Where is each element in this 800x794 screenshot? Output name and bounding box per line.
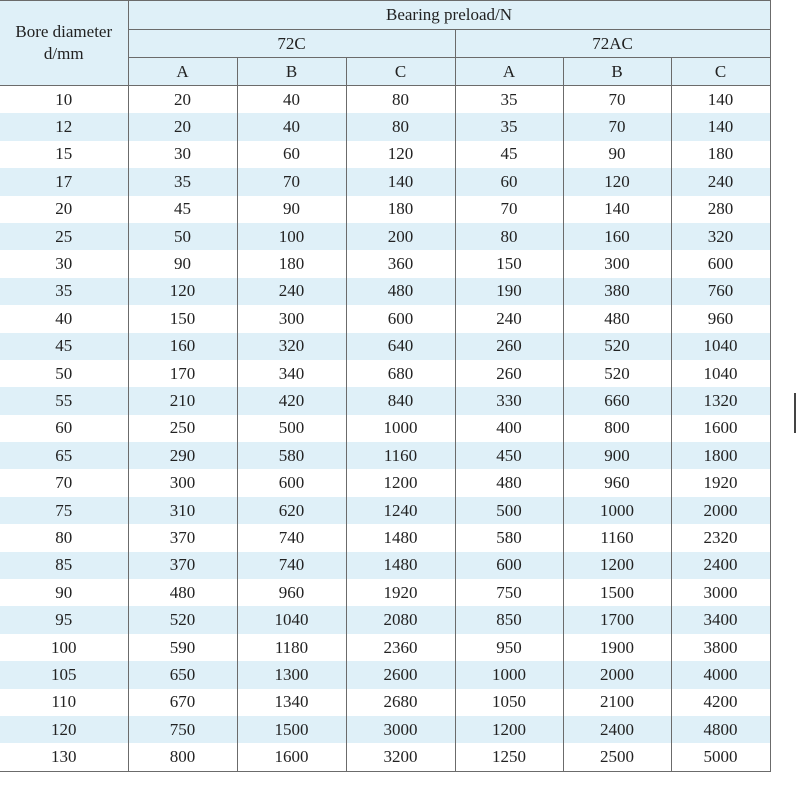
cell-bore-diameter: 35 xyxy=(0,278,128,305)
cell-72ac-c: 4800 xyxy=(671,716,770,743)
cell-bore-diameter: 10 xyxy=(0,86,128,114)
cell-72ac-c: 140 xyxy=(671,86,770,114)
cell-72c-c: 140 xyxy=(346,168,455,195)
cell-bore-diameter: 30 xyxy=(0,250,128,277)
cell-72c-b: 1340 xyxy=(237,689,346,716)
cell-bore-diameter: 70 xyxy=(0,469,128,496)
cell-72ac-c: 3000 xyxy=(671,579,770,606)
cell-72c-c: 2360 xyxy=(346,634,455,661)
cell-72c-c: 180 xyxy=(346,196,455,223)
table-row xyxy=(0,305,770,332)
cell-72c-a: 290 xyxy=(128,442,237,469)
cell-72c-a: 50 xyxy=(128,223,237,250)
table-row xyxy=(0,113,770,140)
cell-72c-a: 300 xyxy=(128,469,237,496)
cell-bore-diameter: 12 xyxy=(0,113,128,140)
table-row xyxy=(0,606,770,633)
table-row xyxy=(0,497,770,524)
cell-72c-c: 1480 xyxy=(346,524,455,551)
cell-72c-b: 40 xyxy=(237,86,346,114)
table-row xyxy=(0,360,770,387)
cell-72c-a: 30 xyxy=(128,141,237,168)
cell-72c-c: 1920 xyxy=(346,579,455,606)
cell-72ac-c: 4200 xyxy=(671,689,770,716)
cell-72ac-b: 90 xyxy=(563,141,671,168)
cell-72ac-a: 60 xyxy=(455,168,563,195)
cell-bore-diameter: 130 xyxy=(0,743,128,771)
cell-72ac-c: 1040 xyxy=(671,360,770,387)
subcol-72c-a: A xyxy=(128,58,237,86)
cell-72c-b: 600 xyxy=(237,469,346,496)
table-row xyxy=(0,250,770,277)
cell-72c-a: 170 xyxy=(128,360,237,387)
cell-72c-a: 800 xyxy=(128,743,237,771)
cell-72c-c: 1200 xyxy=(346,469,455,496)
table-row xyxy=(0,469,770,496)
cell-72ac-b: 520 xyxy=(563,333,671,360)
cell-72c-a: 590 xyxy=(128,634,237,661)
cell-72ac-c: 600 xyxy=(671,250,770,277)
cell-72c-c: 120 xyxy=(346,141,455,168)
cell-72c-c: 1000 xyxy=(346,415,455,442)
cell-72ac-a: 850 xyxy=(455,606,563,633)
cell-72ac-a: 45 xyxy=(455,141,563,168)
table-row xyxy=(0,415,770,442)
cell-72ac-b: 520 xyxy=(563,360,671,387)
cell-72c-a: 650 xyxy=(128,661,237,688)
cell-72c-c: 80 xyxy=(346,113,455,140)
cell-bore-diameter: 120 xyxy=(0,716,128,743)
edge-marker xyxy=(794,393,796,433)
cell-72ac-a: 35 xyxy=(455,86,563,114)
subcol-72c-b: B xyxy=(237,58,346,86)
cell-72ac-c: 320 xyxy=(671,223,770,250)
cell-72ac-c: 4000 xyxy=(671,661,770,688)
cell-72c-c: 640 xyxy=(346,333,455,360)
cell-72c-c: 600 xyxy=(346,305,455,332)
cell-72ac-b: 160 xyxy=(563,223,671,250)
table-body xyxy=(0,86,770,772)
cell-72ac-c: 1320 xyxy=(671,387,770,414)
cell-bore-diameter: 110 xyxy=(0,689,128,716)
cell-72c-b: 500 xyxy=(237,415,346,442)
cell-72c-c: 360 xyxy=(346,250,455,277)
cell-bore-diameter: 55 xyxy=(0,387,128,414)
table-row xyxy=(0,743,770,771)
cell-72c-b: 580 xyxy=(237,442,346,469)
bearing-preload-header: Bearing preload/N xyxy=(128,1,770,30)
cell-bore-diameter: 105 xyxy=(0,661,128,688)
table-row xyxy=(0,442,770,469)
cell-72c-b: 180 xyxy=(237,250,346,277)
group-header-72ac: 72AC xyxy=(455,30,770,58)
cell-72c-a: 310 xyxy=(128,497,237,524)
cell-72ac-a: 580 xyxy=(455,524,563,551)
bore-diameter-header: Bore diameter d/mm xyxy=(0,1,128,86)
cell-72ac-b: 900 xyxy=(563,442,671,469)
cell-72ac-a: 1200 xyxy=(455,716,563,743)
cell-72ac-c: 1600 xyxy=(671,415,770,442)
cell-bore-diameter: 85 xyxy=(0,552,128,579)
cell-bore-diameter: 95 xyxy=(0,606,128,633)
cell-72c-c: 2680 xyxy=(346,689,455,716)
table-row xyxy=(0,579,770,606)
cell-72ac-a: 240 xyxy=(455,305,563,332)
table-row xyxy=(0,716,770,743)
cell-72c-c: 2080 xyxy=(346,606,455,633)
cell-72ac-b: 960 xyxy=(563,469,671,496)
cell-72ac-b: 660 xyxy=(563,387,671,414)
table-row xyxy=(0,661,770,688)
cell-72ac-b: 1900 xyxy=(563,634,671,661)
table-row xyxy=(0,278,770,305)
cell-72ac-b: 1160 xyxy=(563,524,671,551)
cell-72c-c: 1160 xyxy=(346,442,455,469)
cell-72c-b: 320 xyxy=(237,333,346,360)
cell-72c-a: 120 xyxy=(128,278,237,305)
cell-72ac-a: 1250 xyxy=(455,743,563,771)
cell-72c-b: 70 xyxy=(237,168,346,195)
cell-72c-b: 100 xyxy=(237,223,346,250)
cell-72ac-a: 400 xyxy=(455,415,563,442)
cell-72ac-a: 1050 xyxy=(455,689,563,716)
cell-72c-c: 3200 xyxy=(346,743,455,771)
subcol-72c-c: C xyxy=(346,58,455,86)
cell-72c-c: 840 xyxy=(346,387,455,414)
table-row xyxy=(0,552,770,579)
cell-72ac-a: 750 xyxy=(455,579,563,606)
cell-bore-diameter: 80 xyxy=(0,524,128,551)
table-row xyxy=(0,689,770,716)
table-row xyxy=(0,86,770,114)
cell-72ac-b: 70 xyxy=(563,86,671,114)
cell-72ac-b: 2000 xyxy=(563,661,671,688)
cell-72ac-a: 600 xyxy=(455,552,563,579)
cell-72ac-c: 180 xyxy=(671,141,770,168)
subcol-72ac-a: A xyxy=(455,58,563,86)
cell-72ac-c: 280 xyxy=(671,196,770,223)
cell-72c-b: 420 xyxy=(237,387,346,414)
table-row xyxy=(0,141,770,168)
cell-72c-c: 680 xyxy=(346,360,455,387)
cell-72ac-c: 240 xyxy=(671,168,770,195)
cell-72c-a: 370 xyxy=(128,524,237,551)
cell-72ac-b: 1200 xyxy=(563,552,671,579)
cell-72c-c: 2600 xyxy=(346,661,455,688)
cell-72c-b: 90 xyxy=(237,196,346,223)
cell-72ac-a: 330 xyxy=(455,387,563,414)
cell-72c-a: 90 xyxy=(128,250,237,277)
cell-bore-diameter: 40 xyxy=(0,305,128,332)
cell-72ac-a: 35 xyxy=(455,113,563,140)
cell-72c-a: 45 xyxy=(128,196,237,223)
cell-72c-b: 1500 xyxy=(237,716,346,743)
cell-bore-diameter: 45 xyxy=(0,333,128,360)
table-row xyxy=(0,634,770,661)
cell-bore-diameter: 15 xyxy=(0,141,128,168)
subcol-72ac-c: C xyxy=(671,58,770,86)
cell-72c-c: 1480 xyxy=(346,552,455,579)
cell-72c-b: 1600 xyxy=(237,743,346,771)
cell-72ac-b: 2100 xyxy=(563,689,671,716)
cell-72c-a: 750 xyxy=(128,716,237,743)
cell-72c-c: 200 xyxy=(346,223,455,250)
cell-72c-b: 620 xyxy=(237,497,346,524)
cell-72c-b: 240 xyxy=(237,278,346,305)
cell-72ac-c: 1920 xyxy=(671,469,770,496)
cell-72c-b: 1180 xyxy=(237,634,346,661)
cell-72ac-c: 3800 xyxy=(671,634,770,661)
cell-72c-b: 1040 xyxy=(237,606,346,633)
cell-72ac-a: 80 xyxy=(455,223,563,250)
cell-72c-c: 480 xyxy=(346,278,455,305)
cell-72ac-b: 300 xyxy=(563,250,671,277)
cell-72ac-c: 960 xyxy=(671,305,770,332)
cell-72c-a: 150 xyxy=(128,305,237,332)
cell-72ac-a: 70 xyxy=(455,196,563,223)
cell-72ac-b: 480 xyxy=(563,305,671,332)
cell-72ac-a: 190 xyxy=(455,278,563,305)
cell-72ac-c: 2320 xyxy=(671,524,770,551)
cell-72ac-c: 2000 xyxy=(671,497,770,524)
cell-72ac-c: 3400 xyxy=(671,606,770,633)
cell-72ac-b: 120 xyxy=(563,168,671,195)
cell-72c-b: 1300 xyxy=(237,661,346,688)
cell-72c-c: 1240 xyxy=(346,497,455,524)
cell-72c-a: 35 xyxy=(128,168,237,195)
cell-72ac-b: 1700 xyxy=(563,606,671,633)
cell-72c-b: 60 xyxy=(237,141,346,168)
cell-72c-b: 740 xyxy=(237,524,346,551)
cell-bore-diameter: 25 xyxy=(0,223,128,250)
table-row xyxy=(0,333,770,360)
cell-bore-diameter: 90 xyxy=(0,579,128,606)
subcol-72ac-b: B xyxy=(563,58,671,86)
table-row xyxy=(0,387,770,414)
cell-72ac-c: 140 xyxy=(671,113,770,140)
cell-bore-diameter: 17 xyxy=(0,168,128,195)
table-row xyxy=(0,524,770,551)
cell-72ac-b: 2400 xyxy=(563,716,671,743)
cell-72ac-a: 500 xyxy=(455,497,563,524)
cell-72ac-a: 150 xyxy=(455,250,563,277)
cell-72ac-b: 1500 xyxy=(563,579,671,606)
cell-bore-diameter: 60 xyxy=(0,415,128,442)
cell-72ac-a: 950 xyxy=(455,634,563,661)
cell-72c-a: 20 xyxy=(128,86,237,114)
cell-72ac-a: 1000 xyxy=(455,661,563,688)
group-header-72c: 72C xyxy=(128,30,455,58)
cell-72ac-a: 260 xyxy=(455,360,563,387)
cell-72ac-c: 2400 xyxy=(671,552,770,579)
cell-bore-diameter: 20 xyxy=(0,196,128,223)
cell-72c-b: 740 xyxy=(237,552,346,579)
cell-bore-diameter: 75 xyxy=(0,497,128,524)
cell-72ac-c: 760 xyxy=(671,278,770,305)
cell-72c-c: 3000 xyxy=(346,716,455,743)
cell-bore-diameter: 50 xyxy=(0,360,128,387)
cell-72c-b: 40 xyxy=(237,113,346,140)
cell-72c-c: 80 xyxy=(346,86,455,114)
cell-72c-a: 520 xyxy=(128,606,237,633)
cell-72c-a: 210 xyxy=(128,387,237,414)
cell-72ac-b: 1000 xyxy=(563,497,671,524)
cell-72ac-b: 2500 xyxy=(563,743,671,771)
cell-72ac-b: 800 xyxy=(563,415,671,442)
cell-72c-a: 250 xyxy=(128,415,237,442)
cell-72c-a: 370 xyxy=(128,552,237,579)
cell-72ac-c: 1040 xyxy=(671,333,770,360)
cell-72c-a: 670 xyxy=(128,689,237,716)
cell-72ac-a: 260 xyxy=(455,333,563,360)
cell-72ac-c: 5000 xyxy=(671,743,770,771)
cell-72c-b: 300 xyxy=(237,305,346,332)
table-row xyxy=(0,196,770,223)
table-row xyxy=(0,168,770,195)
cell-72c-b: 340 xyxy=(237,360,346,387)
cell-72c-a: 20 xyxy=(128,113,237,140)
cell-72ac-a: 450 xyxy=(455,442,563,469)
cell-bore-diameter: 65 xyxy=(0,442,128,469)
cell-72ac-b: 70 xyxy=(563,113,671,140)
cell-72c-a: 160 xyxy=(128,333,237,360)
cell-72ac-c: 1800 xyxy=(671,442,770,469)
cell-72ac-b: 140 xyxy=(563,196,671,223)
cell-72ac-b: 380 xyxy=(563,278,671,305)
table-row xyxy=(0,223,770,250)
cell-72c-a: 480 xyxy=(128,579,237,606)
cell-72c-b: 960 xyxy=(237,579,346,606)
cell-72ac-a: 480 xyxy=(455,469,563,496)
cell-bore-diameter: 100 xyxy=(0,634,128,661)
